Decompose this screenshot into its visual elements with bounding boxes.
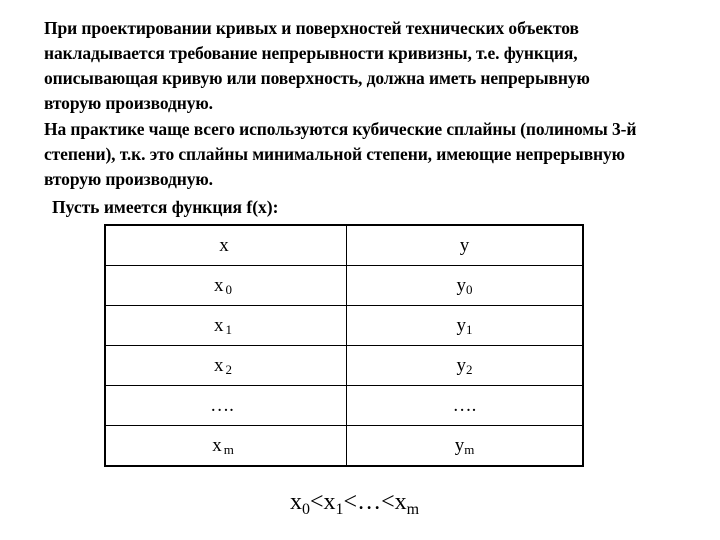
table-row (105, 426, 583, 467)
cell-x-value: x $_m$ (212, 434, 234, 457)
cell-y (347, 426, 584, 467)
paragraph-line: При проектировании кривых и поверхностей технических объектов (44, 18, 579, 38)
table-row (105, 266, 583, 306)
table-row (105, 306, 583, 346)
paragraph-line: вторую производную. (44, 169, 213, 189)
header-x-label: x (219, 234, 229, 256)
cell-x-value: x $_1$ (214, 314, 232, 337)
cell-y (347, 266, 584, 306)
cell-y-value: $y_m$ (454, 434, 475, 457)
cell-x (105, 306, 347, 346)
cell-y (347, 346, 584, 386)
paragraph-cubic-splines (44, 117, 704, 192)
ordering-subscript: 1 (335, 501, 344, 518)
paragraph-line: вторую производную. (44, 93, 213, 113)
paragraph-line: На практике чаще всего используются кубические сплайны (полиномы 3-й (44, 119, 637, 139)
ordering-subscript: 0 (302, 501, 310, 518)
ordering-part: <x (310, 489, 336, 515)
cell-x (105, 426, 347, 467)
ordering-condition (290, 487, 419, 517)
paragraph-line: степени), т.к. это сплайны минимальной степени, имеющие непрерывную (44, 144, 625, 164)
cell-x (105, 346, 347, 386)
cell-x-value: …. (210, 394, 234, 416)
cell-x-value: x $_0$ (214, 274, 232, 297)
table-row (105, 386, 583, 426)
table-header-row (105, 225, 583, 266)
function-values-table (104, 224, 584, 467)
cell-y-value: $y_2$ (456, 354, 473, 377)
cell-y-value: …. (452, 394, 477, 416)
cell-y (347, 306, 584, 346)
paragraph-line: накладывается требование непрерывности кривизны, т.е. функция, (44, 43, 578, 63)
cell-y-value: $y_1$ (456, 314, 473, 337)
cell-x (105, 266, 347, 306)
cell-x (105, 386, 347, 426)
paragraph-continuity-requirement (44, 16, 704, 116)
ordering-part: x (290, 489, 302, 515)
header-cell-x (105, 225, 347, 266)
table-row (105, 346, 583, 386)
header-y-label: y (459, 234, 470, 256)
ordering-subscript: m (406, 501, 420, 518)
function-intro-text: Пусть имеется функция f(x): (52, 197, 279, 217)
cell-y (347, 386, 584, 426)
cell-y-value: $y_0$ (456, 274, 473, 297)
paragraph-line: описывающая кривую или поверхность, должна иметь непрерывную (44, 68, 590, 88)
cell-x-value: x $_2$ (214, 354, 232, 377)
ordering-part: <…<x (343, 489, 407, 515)
header-cell-y (347, 225, 584, 266)
